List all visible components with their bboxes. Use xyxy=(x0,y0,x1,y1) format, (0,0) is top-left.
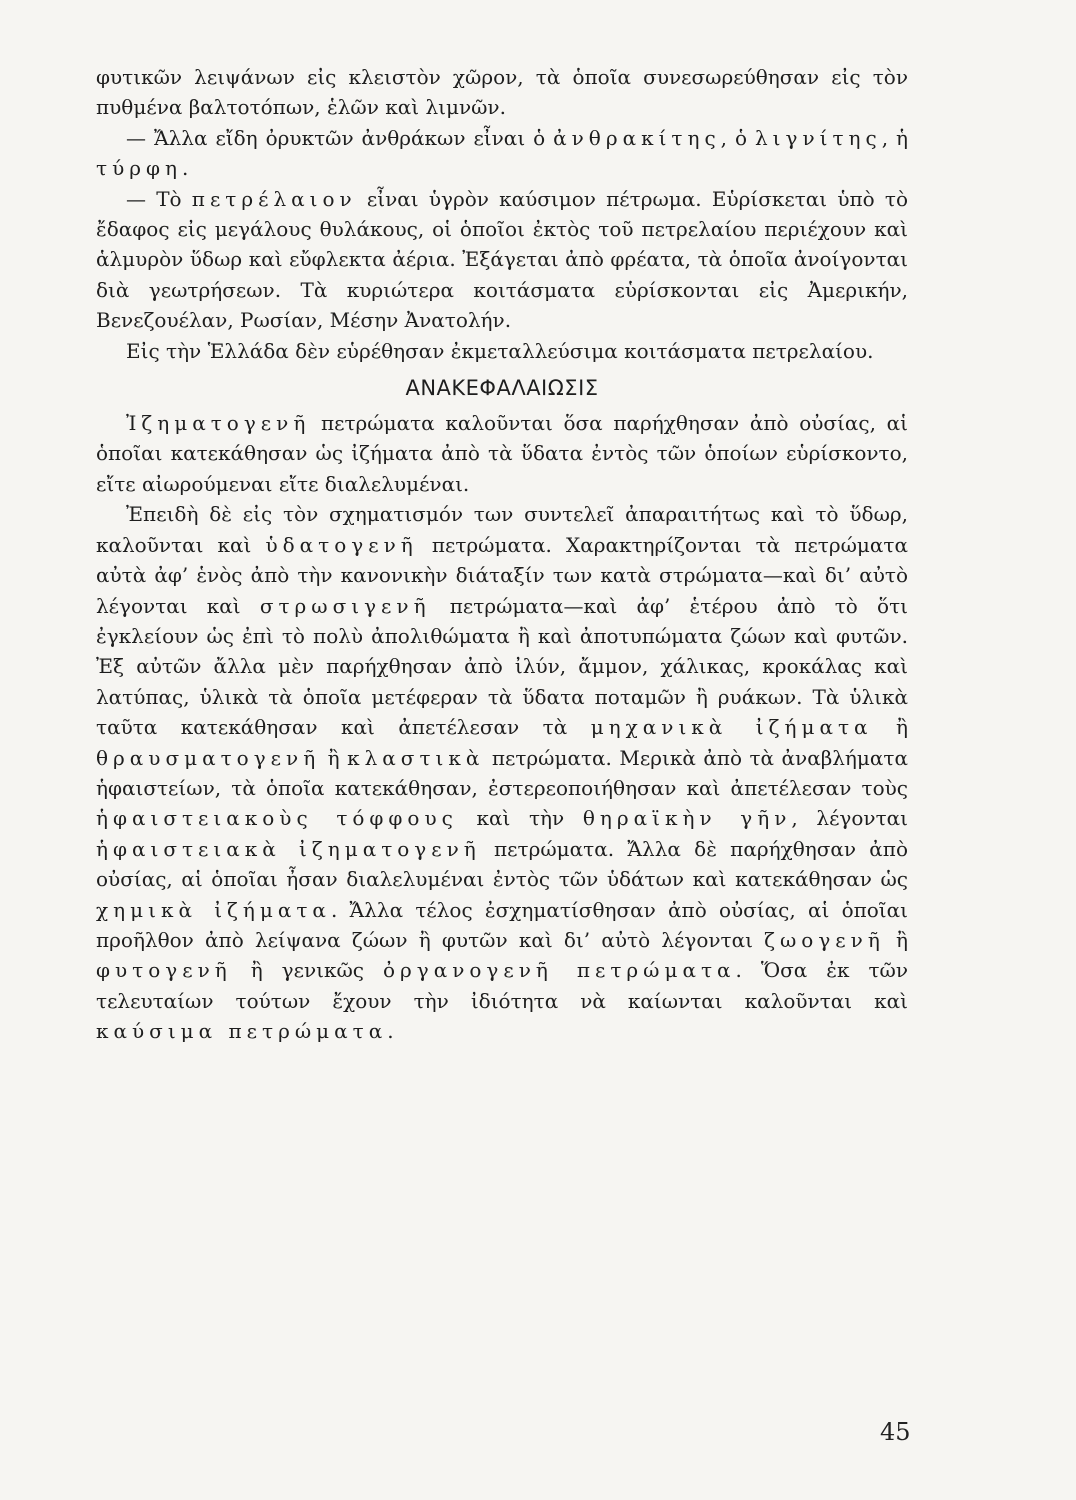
text-run: , ὁ xyxy=(720,125,755,150)
term-tyrfi: τύρφη xyxy=(96,156,182,181)
term-ifaisteiaka-izimatogeni: ἡφαιστειακὰ ἰζηματογενῆ xyxy=(96,836,481,861)
text-run: , λέγονται xyxy=(791,806,908,831)
term-ydatogeni: ὑδατογενῆ xyxy=(265,532,418,557)
paragraph-4 xyxy=(96,336,908,366)
text-run: πετρώματα. Μερικὰ ἀπὸ τὰ ἀναβλήματα ἡφαιστείων, τὰ ὁποῖα κατεκάθησαν, ἐστερεοποιήθησαν καὶ ἀπετέλεσαν τοὺς xyxy=(96,745,908,800)
text-run: . Ἄλλα τέλος ἐσχηματίσθησαν ἀπὸ οὐσίας, αἱ ὁποῖαι προῆλθον ἀπὸ λείψανα ζώων ἢ φυτῶν καὶ δι’ αὐτὸ λέγονται xyxy=(96,897,908,952)
body-text xyxy=(96,62,908,1047)
text-run: καὶ τὴν xyxy=(457,806,583,831)
text-run: Εἰς τὴν Ἑλλάδα δὲν εὑρέθησαν ἐκμεταλλεύσιμα κοιτάσματα πετρελαίου. xyxy=(126,338,874,363)
text-run: — Ἄλλα εἴδη ὀρυκτῶν ἀνθράκων εἶναι ὁ xyxy=(126,125,554,150)
text-run: εἶναι ὑγρὸν καύσιμον πέτρωμα. Εὑρίσκεται ὑπὸ τὸ ἔδαφος εἰς μεγάλους θυλάκους, οἱ ὁποῖοι ἐκτὸς τοῦ πετρελαίου περιέχουν καὶ ἁλμυρὸν ὕδωρ καὶ εὔφλεκτα ἀέρια. Ἐξάγεται ἀπὸ φρέατα, τὰ ὁποῖα ἀνοίγονται διὰ γεωτρήσεων. Τὰ κυριώτερα κοιτάσματα εὑρίσκονται εἰς Ἀμερικήν, Βενεζουέλαν, Ρωσίαν, Μέσην Ἀνατολήν. xyxy=(96,186,908,333)
text-run: ἢ γενικῶς xyxy=(231,958,383,983)
paragraph-2 xyxy=(96,123,908,184)
text-run: Ἐπειδὴ δὲ εἰς τὸν σχηματισμόν των συντελεῖ ἀπαραιτήτως καὶ τὸ ὕδωρ, καλοῦνται καὶ xyxy=(96,502,908,557)
text-run: ἢ xyxy=(884,927,909,952)
text-run: . Ὅσα ἐκ τῶν τελευταίων τούτων ἔχουν τὴν ἰδιότητα νὰ καίωνται καλοῦνται καὶ xyxy=(96,958,908,1013)
text-run: φυτικῶν λειψάνων εἰς κλειστὸν χῶρον, τὰ ὁποῖα συνεσωρεύθησαν εἰς τὸν πυθμένα βαλτοτόπων, ἑλῶν καὶ λιμνῶν. xyxy=(96,65,908,120)
term-anthrakitis: ἀνθρακίτης xyxy=(553,125,721,150)
term-zoogeni: ζωογενῆ xyxy=(764,927,885,952)
paragraph-6 xyxy=(96,499,908,1046)
term-michanika-izimata: μηχανικὰ ἰζήματα xyxy=(590,715,873,740)
text-run: , ἡ xyxy=(881,125,908,150)
section-heading: ΑΝΑΚΕΦΑΛΑΙΩΣΙΣ xyxy=(405,376,599,401)
term-organogeni-petromata: ὀργανογενῆ πετρώματα xyxy=(382,958,736,983)
page-number: 45 xyxy=(880,1418,911,1446)
term-lignitis: λιγνίτης xyxy=(754,125,882,150)
text-run: πετρώματα—καὶ ἀφ’ ἑτέρου ἀπὸ τὸ ὅτι ἐγκλείουν ὡς ἐπὶ τὸ πολὺ ἀπολιθώματα ἢ καὶ ἀποτυπώματα ζώων καὶ φυτῶν. Ἐξ αὐτῶν ἄλλα μὲν παρήχθησαν ἀπὸ ἰλύν, ἄμμον, χάλικας, κροκάλας καὶ λατύπας, ὑλικὰ τὰ ὁποῖα μετέφεραν τὰ ὕδατα ποταμῶν ἢ ρυάκων. Τὰ ὑλικὰ ταῦτα κατεκάθησαν καὶ ἀπετέλεσαν τὰ xyxy=(96,593,908,740)
paragraph-5 xyxy=(96,408,908,499)
paragraph-1 xyxy=(96,62,908,123)
term-thiraiki-gi: θηραϊκὴν γῆν xyxy=(582,806,792,831)
term-petrelaion: πετρέλαιον xyxy=(191,186,357,211)
text-run: πετρώματα. Χαρακτηρίζονται τὰ πετρώματα αὐτὰ ἀφ’ ἑνὸς ἀπὸ τὴν κανονικὴν διάταξίν των κατὰ στρώματα—καὶ δι’ αὐτὸ λέγονται καὶ xyxy=(96,532,909,618)
text-run: — Τὸ xyxy=(126,186,192,211)
text-run: πετρώματα καλοῦνται ὅσα παρήχθησαν ἀπὸ οὐσίας, αἱ ὁποῖαι κατεκάθησαν ὡς ἰζήματα ἀπὸ τὰ ὕδατα ἐντὸς τῶν ὁποίων εὑρίσκοντο, εἴτε αἰωρούμεναι εἴτε διαλελυμέναι. xyxy=(96,411,908,496)
text-run: . xyxy=(181,156,189,181)
term-klastika: κλαστικὰ xyxy=(347,745,485,770)
term-strosigeni: στρωσιγενῆ xyxy=(259,593,431,618)
term-kafsima-petromata: καύσιμα πετρώματα xyxy=(96,1019,388,1044)
text-run: ἢ xyxy=(320,745,348,770)
text-run: . xyxy=(387,1019,394,1044)
text-run: ἢ xyxy=(872,715,908,740)
paragraph-3 xyxy=(96,184,908,336)
term-izimatogeni: Ἰζηματογενῆ xyxy=(126,411,311,436)
term-chimika-izimata: χημικὰ ἰζήματα xyxy=(96,897,331,922)
term-fytogeni: φυτογενῆ xyxy=(96,958,232,983)
term-ifaisteiakoi-tofoi: ἡφαιστειακοὺς τόφφους xyxy=(96,806,458,831)
term-thrafsmatogeni: θραυσματογενῆ xyxy=(96,745,321,770)
text-run: πετρώματα. Ἄλλα δὲ παρήχθησαν ἀπὸ οὐσίας, αἱ ὁποῖαι ἦσαν διαλελυμέναι ἐντὸς τῶν ὑδάτων καὶ κατεκάθησαν ὡς xyxy=(96,836,908,892)
